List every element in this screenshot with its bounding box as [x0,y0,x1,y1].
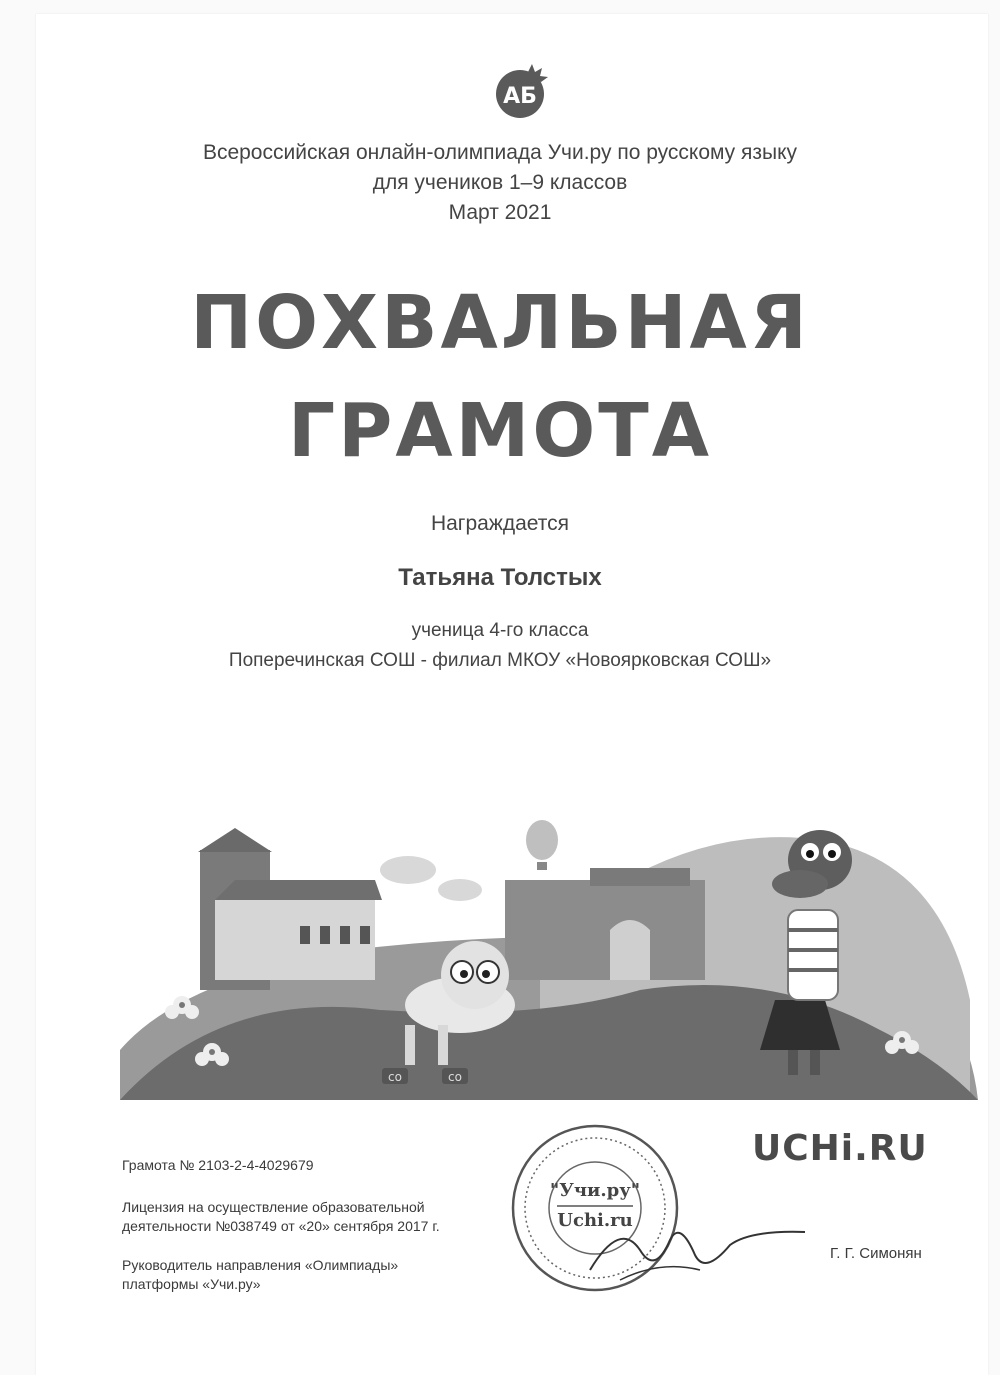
recipient-info [0,616,1000,676]
director-line-2: платформы «Учи.ру» [122,1276,261,1292]
signature [580,1200,810,1290]
logo-text: АБ [503,84,537,109]
city-illustration [120,800,980,1100]
recipient-grade: ученица 4-го класса [411,620,589,641]
house [215,900,375,980]
sign-1: со [388,1070,402,1084]
signature-name: Г. Г. Симонян [830,1245,922,1262]
header-line-3: Март 2021 [448,201,552,224]
license-text [122,1198,440,1236]
director-title [122,1256,398,1294]
awarded-label: Награждается [430,512,570,535]
title-line-1: ПОХВАЛЬНАЯ [190,280,810,366]
header-line-1: Всероссийская онлайн-олимпиада Учи.ру по русскому языку [202,141,798,164]
director-line-1: Руководитель направления «Олимпиады» [122,1257,399,1273]
air-balloon [526,820,558,860]
sign-2: со [448,1070,462,1084]
olympiad-header [0,138,1000,228]
certificate-number: Грамота № 2103-2-4-4029679 [122,1157,314,1173]
header-line-2: для учеников 1–9 классов [372,171,628,194]
ab-logo-icon [492,62,552,122]
stamp-line-2: Uchi.ru [557,1210,633,1231]
cloud [380,856,436,884]
stamp-line-1: "Учи.ру" [549,1180,641,1201]
brand-logo: UCHi.RU [752,1128,928,1169]
recipient-school: Поперечинская СОШ - филиал МКОУ «Новоярковская СОШ» [228,650,772,671]
recipient-name: Татьяна Толстых [398,564,602,591]
title-line-2: ГРАМОТА [288,388,712,474]
license-line-1: Лицензия на осуществление образовательной [122,1199,425,1215]
license-line-2: деятельности №038749 от «20» сентября 2017 г. [122,1218,440,1234]
arch-building [505,880,705,980]
